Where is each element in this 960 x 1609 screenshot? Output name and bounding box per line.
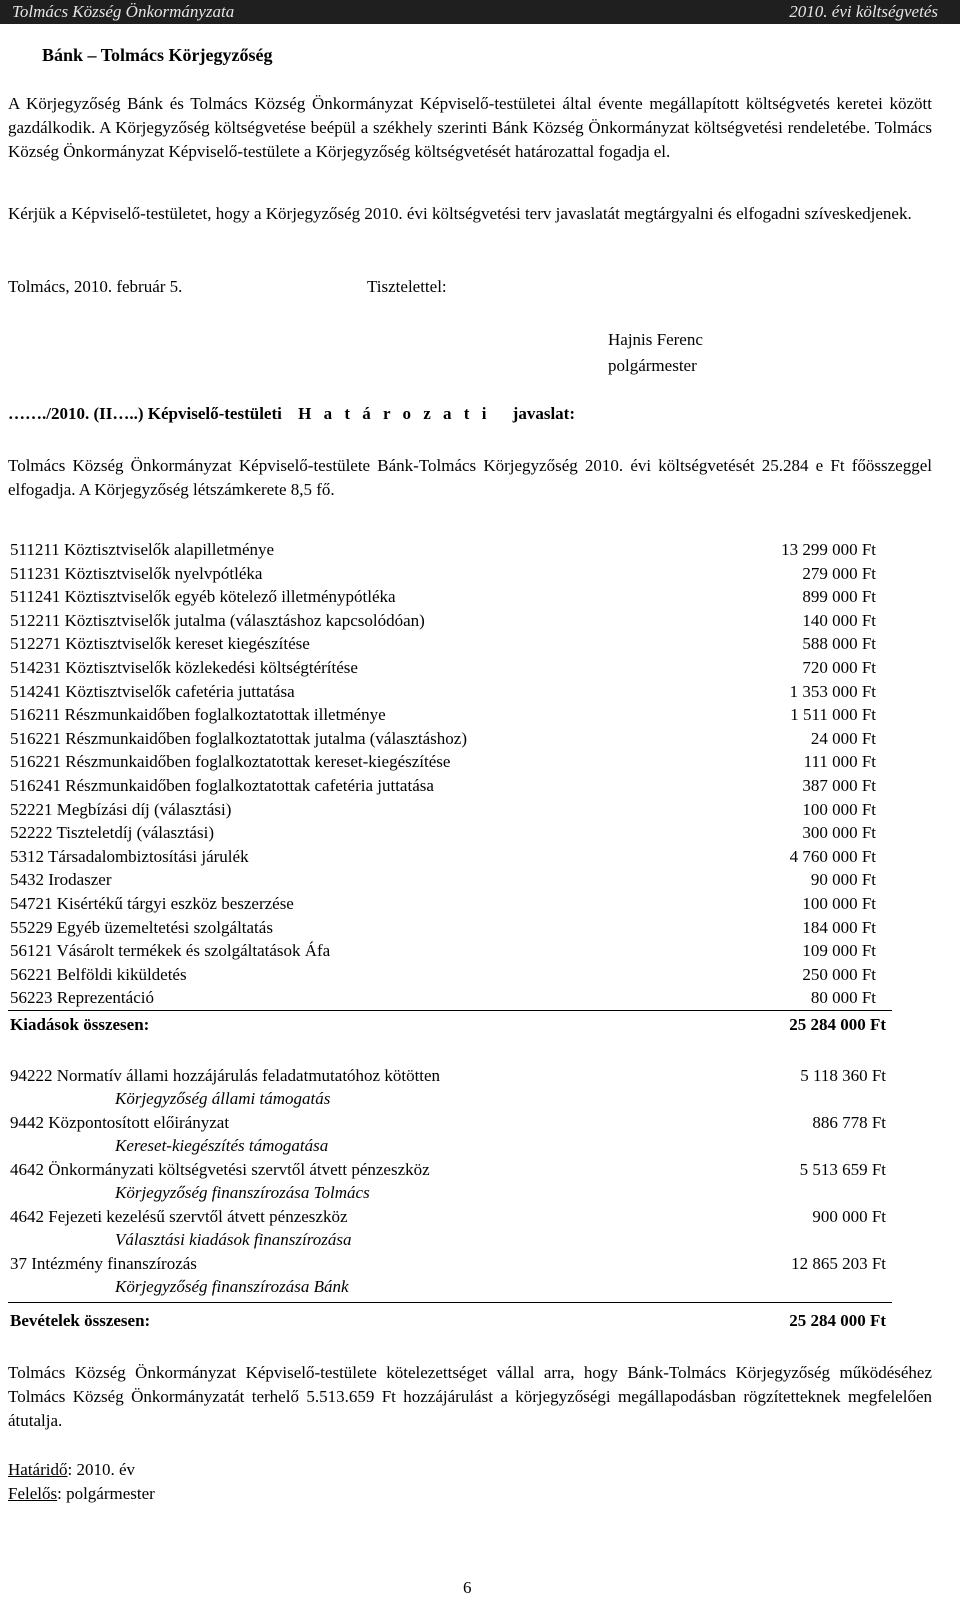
expense-name: 514231 Köztisztviselők közlekedési költségtérítése — [10, 657, 358, 677]
expense-amount: 300 000 Ft — [802, 823, 876, 843]
page-header — [0, 0, 960, 24]
resolution-heading — [8, 404, 575, 424]
expense-amount: 1 511 000 Ft — [790, 705, 876, 725]
expense-name: 56223 Reprezentáció — [10, 988, 154, 1008]
expense-row — [10, 632, 876, 656]
expense-row — [10, 680, 876, 704]
income-item — [10, 1254, 886, 1301]
income-item — [10, 1160, 886, 1207]
expense-amount: 24 000 Ft — [810, 728, 876, 748]
expense-row — [10, 562, 876, 586]
income-subtitle: Kereset-kiegészítés támogatása — [115, 1136, 329, 1155]
expense-amount: 80 000 Ft — [810, 988, 876, 1008]
income-amount: 886 778 Ft — [812, 1113, 886, 1132]
expense-amount: 588 000 Ft — [802, 634, 876, 654]
expense-row — [10, 845, 876, 869]
page-title: Bánk – Tolmács Körjegyzőség — [42, 45, 273, 65]
expense-name: 511231 Köztisztviselők nyelvpótléka — [10, 563, 263, 583]
expense-name: 511241 Köztisztviselők egyéb kötelező illetménypótléka — [10, 587, 396, 607]
signer-title: polgármester — [608, 356, 697, 375]
expense-row — [10, 986, 876, 1010]
greeting: Tisztelettel: — [367, 277, 447, 296]
income-amount: 12 865 203 Ft — [791, 1254, 886, 1273]
expenses-total-amount: 25 284 000 Ft — [789, 1015, 886, 1034]
request-paragraph: Kérjük a Képviselő-testületet, hogy a Körjegyzőség 2010. évi költségvetési terv javaslatát megtárgyalni és elfogadni szíveskedjenek. — [8, 204, 912, 223]
expense-amount: 250 000 Ft — [802, 964, 876, 984]
income-subtitle: Körjegyzőség finanszírozása Bánk — [115, 1277, 349, 1296]
commitment-paragraph: Tolmács Község Önkormányzat Képviselő-testülete kötelezettséget vállal arra, hogy Bánk-Tolmács Körjegyzőség működéséhez Tolmács Község Önkormányzatát terhelő 5.513.659 Ft hozzájárulást a körjegyzőségi megállapodásban rögzítetteknek megfelelően átutalja. — [8, 1363, 932, 1430]
signer-name: Hajnis Ferenc — [608, 330, 703, 349]
incomes-total-amount: 25 284 000 Ft — [789, 1311, 886, 1330]
income-subtitle: Körjegyzőség állami támogatás — [115, 1089, 331, 1108]
expense-row — [10, 774, 876, 798]
place-date: Tolmács, 2010. február 5. — [8, 277, 183, 296]
expense-name: 516221 Részmunkaidőben foglalkoztatottak kereset-kiegészítése — [10, 752, 451, 772]
expense-name: 516221 Részmunkaidőben foglalkoztatottak jutalma (választáshoz) — [10, 728, 467, 748]
expense-amount: 720 000 Ft — [802, 657, 876, 677]
expense-amount: 100 000 Ft — [802, 893, 876, 913]
incomes-total-label: Bevételek összesen: — [10, 1311, 151, 1330]
expense-amount: 387 000 Ft — [802, 775, 876, 795]
income-amount: 5 118 360 Ft — [800, 1066, 886, 1085]
expense-name: 5312 Társadalombiztosítási járulék — [10, 846, 249, 866]
expense-name: 516211 Részmunkaidőben foglalkoztatottak illetménye — [10, 705, 386, 725]
expense-row — [10, 868, 876, 892]
deadline-value: : 2010. év — [67, 1460, 136, 1479]
income-amount: 900 000 Ft — [812, 1207, 886, 1226]
responsible-label: Felelős — [8, 1484, 58, 1503]
income-subtitle: Választási kiadások finanszírozása — [115, 1230, 352, 1249]
expense-name: 516241 Részmunkaidőben foglalkoztatottak cafetéria juttatása — [10, 775, 434, 795]
expense-name: 511211 Köztisztviselők alapilletménye — [10, 540, 275, 559]
expenses-divider — [8, 1010, 892, 1011]
incomes-list — [10, 1066, 886, 1301]
expense-amount: 184 000 Ft — [802, 917, 876, 937]
expense-row — [10, 727, 876, 751]
intro-paragraph: A Körjegyzőség Bánk és Tolmács Község Önkormányzat Képviselő-testületei által évente megállapított költségvetés keretei között gazdálkodik. A Körjegyzőség költségvetése beépül a székhely szerinti Bánk Község Önkormányzat költségvetési rendeletébe. Tolmács Község Önkormányzat Képviselő-testülete a Körjegyzőség költségvetését határozattal fogadja el. — [8, 94, 932, 161]
expense-amount: 899 000 Ft — [802, 587, 876, 607]
expense-row — [10, 703, 876, 727]
responsible-value: : polgármester — [57, 1484, 155, 1503]
expense-row — [10, 916, 876, 940]
expenses-list — [10, 538, 876, 1010]
expense-name: 54721 Kisértékű tárgyi eszköz beszerzése — [10, 893, 294, 913]
expense-row — [10, 538, 876, 562]
expense-amount: 100 000 Ft — [802, 799, 876, 819]
expense-row — [10, 939, 876, 963]
expense-amount: 1 353 000 Ft — [789, 681, 876, 701]
income-subtitle: Körjegyzőség finanszírozása Tolmács — [115, 1183, 370, 1202]
resolution-suffix: javaslat: — [512, 404, 575, 423]
expense-amount: 140 000 Ft — [802, 610, 876, 630]
expense-amount: 279 000 Ft — [802, 563, 876, 583]
resolution-text: Tolmács Község Önkormányzat Képviselő-testülete Bánk-Tolmács Körjegyzőség 2010. évi költségvetését 25.284 e Ft főösszeggel elfogadja. A Körjegyzőség létszámkerete 8,5 fő. — [8, 456, 932, 499]
expense-row — [10, 892, 876, 916]
income-item — [10, 1207, 886, 1254]
income-name: 9442 Központosított előirányzat — [10, 1113, 230, 1132]
expense-name: 56221 Belföldi kiküldetés — [10, 964, 187, 984]
expense-name: 5432 Irodaszer — [10, 870, 112, 890]
expense-name: 514241 Köztisztviselők cafetéria juttatása — [10, 681, 295, 701]
expense-row — [10, 750, 876, 774]
expense-row — [10, 609, 876, 633]
resolution-word: H a t á r o z a t i — [298, 404, 491, 423]
responsible — [8, 1484, 155, 1504]
deadline — [8, 1460, 135, 1480]
expense-row — [10, 656, 876, 680]
expense-name: 512211 Köztisztviselők jutalma (választáshoz kapcsolódóan) — [10, 610, 425, 630]
expense-row — [10, 585, 876, 609]
incomes-divider — [8, 1302, 892, 1303]
expenses-total-label: Kiadások összesen: — [10, 1015, 150, 1034]
page-number: 6 — [463, 1578, 472, 1597]
income-name: 4642 Önkormányzati költségvetési szervtől átvett pénzeszköz — [10, 1160, 430, 1179]
income-name: 37 Intézmény finanszírozás — [10, 1254, 197, 1273]
expense-amount: 109 000 Ft — [802, 941, 876, 961]
expense-name: 52221 Megbízási díj (választási) — [10, 799, 232, 819]
header-left: Tolmács Község Önkormányzata — [12, 2, 235, 21]
expense-row — [10, 798, 876, 822]
expense-name: 56121 Vásárolt termékek és szolgáltatások Áfa — [10, 941, 331, 961]
resolution-prefix: ……./2010. (II…..) Képviselő-testületi — [8, 404, 282, 423]
expense-name: 52222 Tiszteletdíj (választási) — [10, 823, 214, 843]
expense-amount: 4 760 000 Ft — [789, 846, 876, 866]
expense-row — [10, 821, 876, 845]
income-amount: 5 513 659 Ft — [799, 1160, 886, 1179]
expense-amount: 90 000 Ft — [810, 870, 876, 890]
expense-amount: 111 000 Ft — [803, 752, 876, 772]
income-item — [10, 1113, 886, 1160]
expense-name: 55229 Egyéb üzemeltetési szolgáltatás — [10, 917, 273, 937]
income-item — [10, 1066, 886, 1113]
expenses-total — [10, 1015, 886, 1039]
income-name: 4642 Fejezeti kezelésű szervtől átvett pénzeszköz — [10, 1207, 348, 1226]
header-right: 2010. évi költségvetés — [789, 2, 938, 21]
expense-row — [10, 963, 876, 987]
expense-name: 512271 Köztisztviselők kereset kiegészítése — [10, 634, 310, 654]
incomes-total — [10, 1311, 886, 1335]
income-name: 94222 Normatív állami hozzájárulás feladatmutatóhoz kötötten — [10, 1066, 441, 1085]
deadline-label: Határidő — [8, 1460, 68, 1479]
expense-amount: 13 299 000 Ft — [781, 540, 876, 559]
